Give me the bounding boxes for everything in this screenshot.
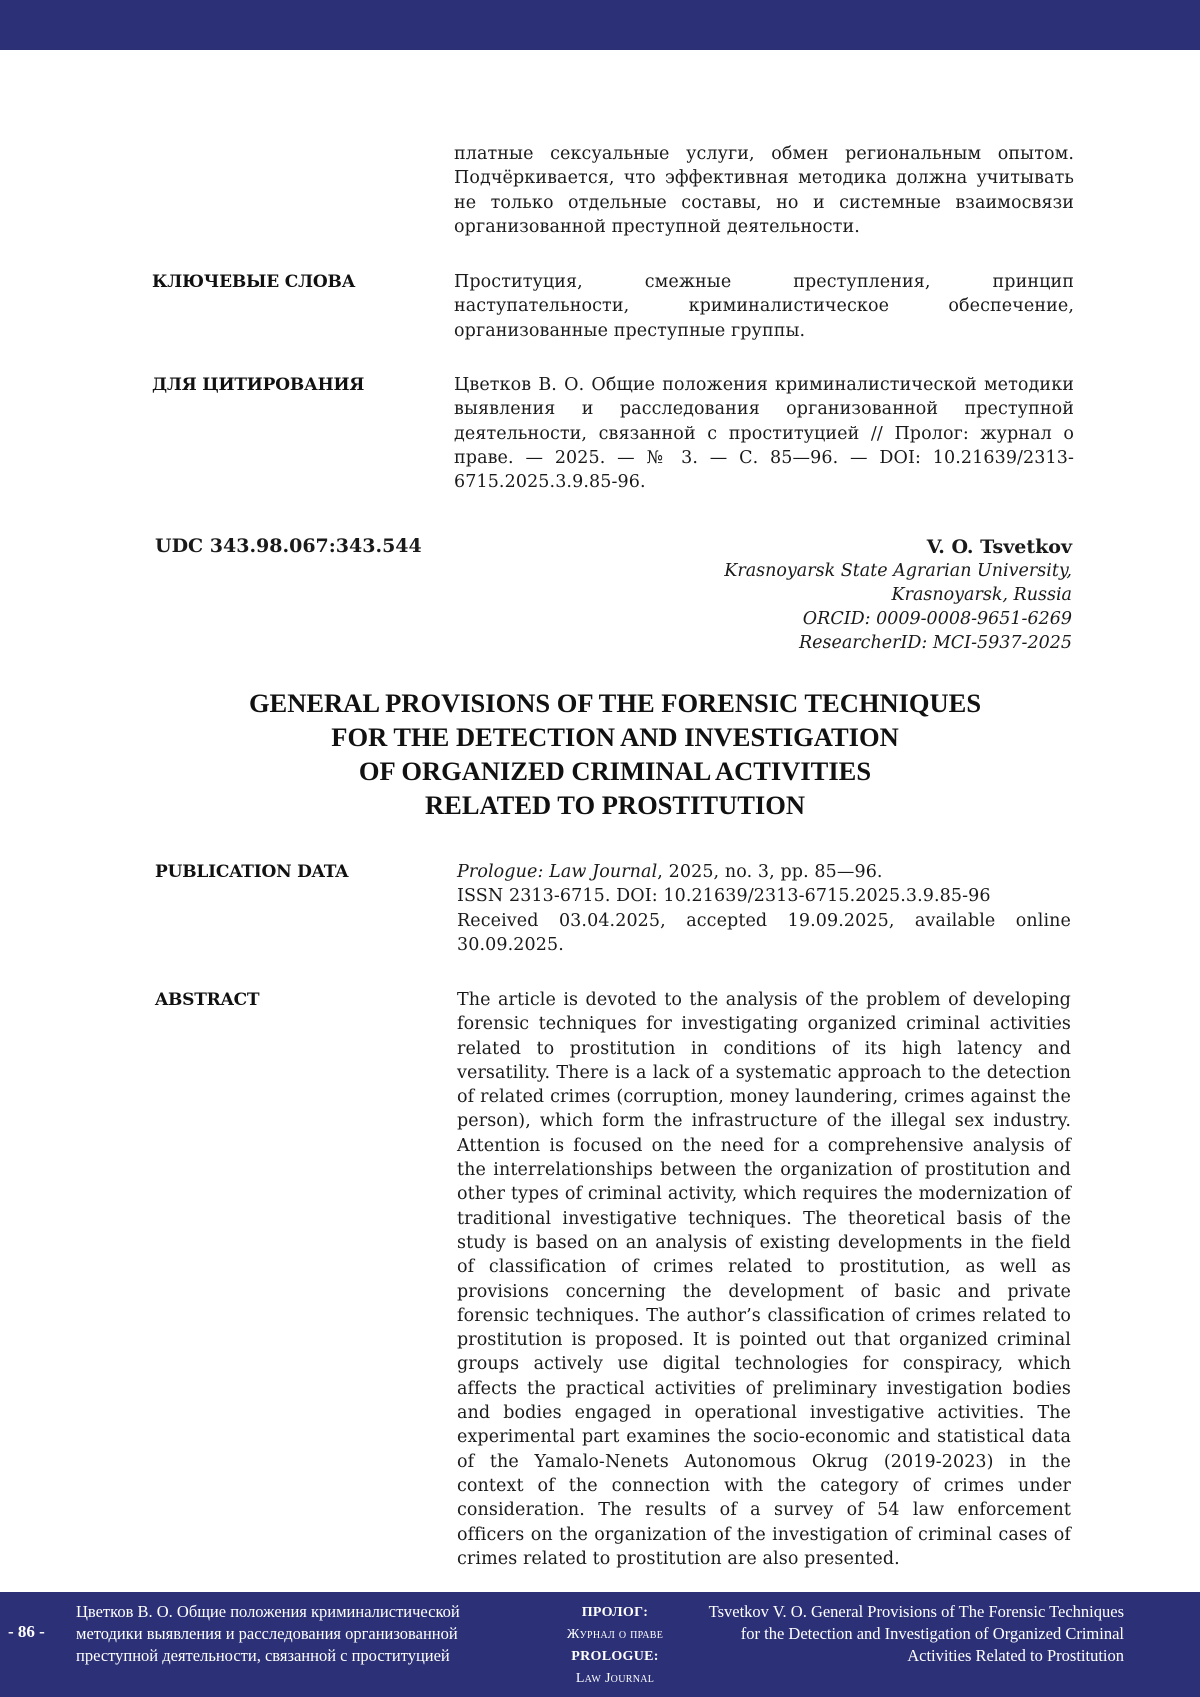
publication-label: PUBLICATION DATA	[155, 862, 349, 882]
author-block	[724, 535, 1072, 655]
header-bar	[0, 0, 1200, 50]
author-orcid: ORCID: 0009-0008-9651-6269	[802, 609, 1072, 629]
keywords-label: КЛЮЧЕВЫЕ СЛОВА	[152, 272, 356, 292]
publication-received: Received 03.04.2025, accepted 19.09.2025, available online 30.09.2025.	[457, 910, 1071, 955]
keywords-text: Проституция, смежные преступления, принцип наступательности, криминалистическое обеспечение, организованные преступные группы.	[454, 272, 1074, 341]
footer-bar	[0, 1592, 1200, 1697]
publication-data	[457, 860, 1071, 957]
journal-en-title: PROLOGUE:	[571, 1649, 659, 1664]
title-line: RELATED TO PROSTITUTION	[425, 790, 805, 820]
publication-issn-doi: ISSN 2313-6715. DOI: 10.21639/2313-6715.2025.3.9.85-96	[457, 886, 991, 907]
citation-text: Цветков В. О. Общие положения криминалистической методики выявления и расследования организованной преступной деятельности, связанной с проституцией // Пролог: журнал о праве. — 2025. — № 3. — С. 85—96. — DOI: 10.21639/2313-6715.2025.3.9.85-96.	[454, 375, 1074, 493]
journal-issue: , 2025, no. 3, pp. 85—96.	[657, 862, 883, 882]
publication-journal-line	[457, 860, 1071, 884]
footer-en-citation: Tsvetkov V. O. General Provisions of The Forensic Techniques for the Detection and Investigation of Organized Criminal Activities Related to Prostitution	[708, 1602, 1124, 1665]
abstract-text: The article is devoted to the analysis of the problem of developing forensic techniques for investigating organized criminal activities related to prostitution in conditions of its high latency and versatility. There is a lack of a systematic approach to the detection of related crimes (corruption, money laundering, crimes against the person), which form the infrastructure of the illegal sex industry. Attention is focused on the need for a comprehensive analysis of the interrelationships between the organization of prostitution and other types of criminal activity, which requires the modernization of traditional investigative techniques. The theoretical basis of the study is based on an analysis of existing developments in the field of classification of crimes related to prostitution, as well as provisions concerning the development of basic and private forensic techniques. The author’s classification of crimes related to prostitution is proposed. It is pointed out that organized criminal groups actively use digital technologies for conspiracy, which affects the practical activities of preliminary investigation bodies and bodies engaged in operational investigative activities. The experimental part examines the socio-economic and statistical data of the Yamalo-Nenets Autonomous Okrug (2019-2023) in the context of the connection with the category of crimes under consideration. The results of a survey of 54 law enforcement officers on the organization of the investigation of criminal cases of crimes related to prostitution are also presented.	[457, 990, 1071, 1569]
journal-ru-subtitle: Журнал о праве	[566, 1627, 664, 1642]
author-affiliation: Krasnoyarsk State Agrarian University,	[724, 561, 1072, 581]
abstract-label: ABSTRACT	[155, 990, 260, 1010]
citation-label: ДЛЯ ЦИТИРОВАНИЯ	[152, 375, 365, 395]
title-line: GENERAL PROVISIONS OF THE FORENSIC TECHNIQUES	[248, 688, 982, 718]
author-name: V. O. Tsvetkov	[926, 536, 1072, 558]
footer-journal-logo	[520, 1602, 710, 1690]
title-line: FOR THE DETECTION AND INVESTIGATION	[331, 722, 899, 752]
journal-ru-title: ПРОЛОГ:	[581, 1605, 649, 1620]
title-line: OF ORGANIZED CRIMINAL ACTIVITIES	[358, 756, 872, 786]
footer-ru-citation: Цветков В. О. Общие положения криминалистической методики выявления и расследования организованной преступной деятельности, связанной с проституцией	[76, 1602, 460, 1665]
article-title	[150, 686, 1080, 822]
journal-name: Prologue: Law Journal	[457, 862, 658, 882]
udc-code: UDC 343.98.067:343.544	[155, 535, 422, 557]
author-location: Krasnoyarsk, Russia	[891, 585, 1072, 605]
page-number: - 86 -	[8, 1622, 45, 1641]
journal-en-subtitle: Law Journal	[575, 1671, 655, 1686]
ru-abstract-tail: платные сексуальные услуги, обмен региональным опытом. Подчёркивается, что эффективная методика должна учитывать не только отдельные составы, но и системные взаимосвязи организованной преступной деятельности.	[454, 144, 1074, 237]
author-researcher-id: ResearcherID: MCI-5937-2025	[799, 633, 1072, 653]
